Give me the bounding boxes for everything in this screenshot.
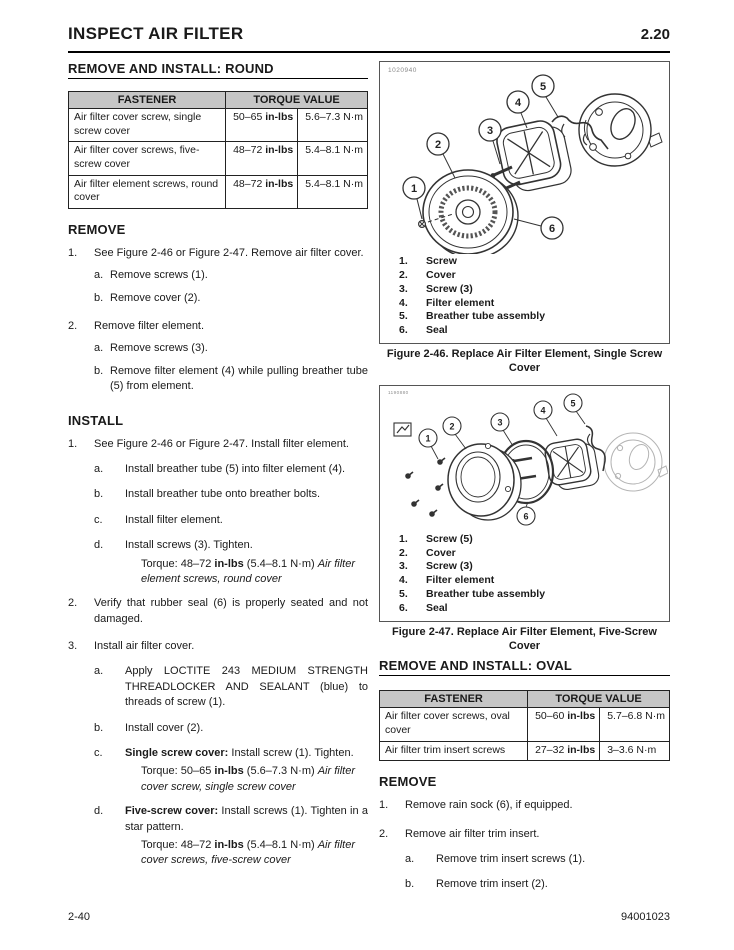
torque-metric-cell: 5.7–6.8 N·m [600,708,670,741]
table-row [69,109,368,142]
table-row [380,708,670,741]
callout-4: 4 [514,97,522,109]
left-column [68,61,368,903]
torque-metric-cell: 3–3.6 N·m [600,741,670,761]
section-number: 2.20 [640,26,670,43]
torque-inlbs-cell: 27–32 in-lbs [528,741,600,761]
legend-item: 4. Filter element [399,296,495,309]
legend-item: 6. Seal [399,324,448,337]
figure-code: 1190880 [388,389,409,395]
legend-item: 4. Filter element [399,574,495,587]
torque-symbol-icon [394,423,411,436]
step: 1. Remove rain sock (6), if equipped. [379,799,573,812]
callout-3: 3 [486,125,494,137]
callout-6: 6 [548,223,556,235]
page-number: 2-40 [68,911,91,923]
oval-torque-table [379,690,670,761]
exploded-view-single-screw-cover-drawing [380,62,668,254]
callout-1: 1 [425,433,431,444]
step: 3. Install air filter cover. [68,640,195,653]
step: 1. See Figure 2-46 or Figure 2-47. Install filter element. [68,437,349,450]
legend-item: 5. Breather tube assembly [399,588,546,601]
substep: b. Remove filter element (4) while pulling breather tube (5) from element. [94,364,368,393]
legend-item: 2. Cover [399,546,456,559]
substep: d. Five-screw cover: Install screws (1). Tighten in a star pattern. [94,805,369,833]
heading-round: REMOVE AND INSTALL: ROUND [68,61,368,79]
substep: b. Remove trim insert (2). [405,878,548,891]
heading-install-round: INSTALL [68,412,124,428]
substep: c. Install filter element. [94,513,223,526]
step: 2. Remove filter element. [68,320,205,333]
figure-2-47 [379,385,670,622]
table-row [69,142,368,175]
legend-item: 1. Screw (5) [399,532,473,545]
legend-item: 1. Screw [399,255,457,267]
callout-6: 6 [523,511,529,522]
page-title: INSPECT AIR FILTER [68,24,244,43]
substep: b. Install cover (2). [94,721,204,734]
column-header-torque: TORQUE VALUE [226,92,368,109]
step: 1. See Figure 2-46 or Figure 2-47. Remove air filter cover. [68,246,364,259]
figure-2-46-diagram [380,62,669,254]
torque-note: Torque: 48–72 in-lbs (5.4–8.1 N·m) Air filter element screws, round cover [141,557,355,585]
table-header-row [69,92,368,109]
callout-1: 1 [410,183,418,195]
substep: a. Install breather tube (5) into filter element (4). [94,462,346,475]
substep: d. Install screws (3). Tighten. [94,539,253,552]
callout-3: 3 [497,417,503,428]
figure-2-46 [379,61,670,344]
torque-metric-cell: 5.4–8.1 N·m [298,175,368,208]
heading-remove-round: REMOVE [68,221,126,237]
step: 2. Remove air filter trim insert. [379,827,540,840]
fastener-cell: Air filter cover screws, five-screw cover [69,142,226,175]
substep: c. Single screw cover: Install screw (1). Tighten. [94,747,354,760]
heading-oval: REMOVE AND INSTALL: OVAL [379,658,670,676]
column-header-fastener: FASTENER [69,92,226,109]
table-header-row [380,691,670,708]
torque-inlbs-cell: 48–72 in-lbs [226,175,298,208]
fastener-cell: Air filter cover screws, oval cover [380,708,528,741]
callout-2: 2 [449,421,455,432]
substep: b. Remove cover (2). [94,291,201,304]
legend-item: 6. Seal [399,601,448,614]
legend-item: 2. Cover [399,268,456,281]
figure-2-47-legend [380,532,669,621]
legend-item: 3. Screw (3) [399,282,473,295]
callout-4: 4 [540,405,546,416]
column-header-torque: TORQUE VALUE [528,691,670,708]
substep: a. Remove screws (3). [94,342,208,355]
heading-remove-oval: REMOVE [379,774,437,790]
torque-inlbs-cell: 50–60 in-lbs [528,708,600,741]
step: 2. Verify that rubber seal (6) is properly seated and not damaged. [68,597,368,625]
figure-2-46-legend [380,254,669,343]
document-number: 94001023 [621,911,670,923]
torque-note: Torque: 50–65 in-lbs (5.6–7.3 N·m) Air filter cover screw, single screw cover [141,765,355,793]
figure-2-46-caption: Figure 2-46. Replace Air Filter Element, Single Screw Cover [386,348,663,374]
torque-metric-cell: 5.6–7.3 N·m [298,109,368,142]
figure-code: 1020940 [388,67,417,74]
torque-inlbs-cell: 50–65 in-lbs [226,109,298,142]
page-footer [68,911,670,923]
callout-5: 5 [570,398,576,409]
fastener-cell: Air filter trim insert screws [380,741,528,761]
torque-note: Torque: 48–72 in-lbs (5.4–8.1 N·m) Air filter cover screws, five-screw cover [141,839,355,867]
legend-item: 5. Breather tube assembly [399,310,546,323]
substep: a. Remove screws (1). [94,269,208,282]
round-torque-table [68,91,368,209]
substep: a. Apply LOCTITE 243 MEDIUM STRENGTH THREADLOCKER AND SEALANT (blue) to threads of screw (1). [94,665,368,709]
torque-metric-cell: 5.4–8.1 N·m [298,142,368,175]
content-columns [68,61,670,903]
exploded-view-five-screw-cover-drawing [380,386,668,532]
right-column [379,61,670,903]
callout-2: 2 [434,139,442,151]
table-row [69,175,368,208]
substep: b. Install breather tube onto breather bolts. [94,488,321,501]
table-row [380,741,670,761]
page-header [68,24,670,53]
callout-5: 5 [539,81,547,93]
fastener-cell: Air filter element screws, round cover [69,175,226,208]
figure-2-47-diagram [380,386,669,532]
figure-2-47-caption: Figure 2-47. Replace Air Filter Element, Five-Screw Cover [392,625,657,652]
fastener-cell: Air filter cover screw, single screw cover [69,109,226,142]
legend-item: 3. Screw (3) [399,560,473,573]
column-header-fastener: FASTENER [380,691,528,708]
torque-inlbs-cell: 48–72 in-lbs [226,142,298,175]
substep: a. Remove trim insert screws (1). [405,853,586,866]
